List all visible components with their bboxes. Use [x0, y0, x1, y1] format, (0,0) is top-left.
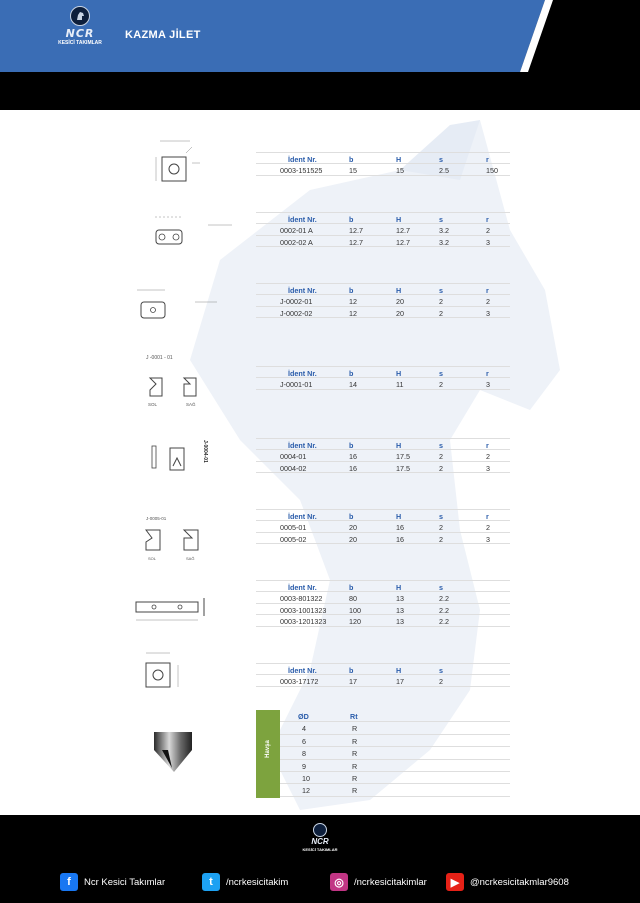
havsa-cell: R [352, 786, 358, 796]
product-table [256, 366, 510, 390]
d4-left-label: SOL [148, 402, 158, 407]
page-title: KAZMA JİLET [125, 29, 201, 41]
table-cell: 17.5 [396, 451, 410, 461]
table-header-cell: H [396, 583, 402, 592]
table-header-cell: b [349, 215, 354, 224]
table-row [256, 533, 510, 545]
havsa-cell: R [352, 749, 358, 759]
table-header-cell: İdent Nr. [288, 155, 317, 164]
logo-subtitle: KESİCİ TAKIMLAR [58, 40, 102, 46]
havsa-row [280, 747, 510, 759]
table-cell: 2 [486, 522, 490, 532]
havsa-cell: 8 [302, 749, 306, 759]
table-cell: 0003-17172 [280, 676, 319, 686]
table-cell: 15 [396, 165, 404, 175]
footer-logo-subtitle: KESİCİ TAKIMLAR [302, 847, 338, 852]
table-cell: 2 [439, 534, 443, 544]
table-header-cell: İdent Nr. [288, 369, 317, 378]
table-header-cell: s [439, 666, 443, 675]
social-link-youtube[interactable] [446, 873, 569, 891]
table-cell: 2 [486, 451, 490, 461]
table-cell: 20 [349, 534, 357, 544]
table-cell: 14 [349, 379, 357, 389]
havsa-row [280, 784, 510, 796]
product-table [256, 580, 510, 627]
d6-right-label: SAĞ [186, 556, 195, 561]
table-cell: 15 [349, 165, 357, 175]
table-header-cell: b [349, 155, 354, 164]
table-cell: 2 [486, 296, 490, 306]
table-header-row [256, 366, 510, 378]
d5-part-label: J-0004-01 [202, 440, 208, 463]
table-header-cell: r [486, 215, 489, 224]
table-cell: 3 [486, 463, 490, 473]
table-cell: 11 [396, 379, 404, 389]
table-header-row [256, 580, 510, 592]
table-header-row [256, 152, 510, 164]
table-cell: 100 [349, 605, 361, 615]
table-cell: 16 [396, 534, 404, 544]
table-cell: 150 [486, 165, 498, 175]
table-cell: 80 [349, 593, 357, 603]
d4-right-label: SAĞ [186, 402, 196, 407]
table-cell: 16 [349, 463, 357, 473]
table-header-row [256, 438, 510, 450]
countersink-tool-image [148, 728, 198, 776]
drawing-0004 [140, 430, 220, 485]
table-cell: 3 [486, 534, 490, 544]
table-cell: 120 [349, 617, 361, 627]
table-header-cell: r [486, 512, 489, 521]
havsa-cell: R [352, 724, 358, 734]
table-cell: 0003-1001323 [280, 605, 327, 615]
table-cell: J-0002-01 [280, 296, 313, 306]
footer-ncr-logo [300, 823, 340, 852]
table-cell: 20 [349, 522, 357, 532]
table-cell: 12 [349, 308, 357, 318]
havsa-side-label: Havşa [265, 740, 271, 758]
table-cell: 2 [439, 676, 443, 686]
table-cell: 2 [439, 451, 443, 461]
table-header-row [256, 663, 510, 675]
table-cell: 0002-01 A [280, 225, 313, 235]
table-cell: 3.2 [439, 225, 449, 235]
havsa-cell: 6 [302, 736, 306, 746]
table-row [256, 592, 510, 604]
table-row [256, 604, 510, 616]
drawing-0002 [150, 205, 240, 250]
havsa-cell: R [352, 774, 358, 783]
table-cell: 2.2 [439, 605, 449, 615]
table-cell: 17.5 [396, 463, 410, 473]
table-header-cell: r [486, 155, 489, 164]
havsa-cell: 12 [302, 786, 310, 796]
social-link-facebook[interactable] [60, 873, 165, 891]
table-cell: 2 [439, 522, 443, 532]
table-cell: J-0002-02 [280, 308, 313, 318]
product-table [256, 212, 510, 247]
instagram-icon: ◎ [330, 873, 348, 891]
social-handle: /ncrkesicitakim [226, 876, 289, 888]
table-cell: J-0001-01 [280, 379, 313, 389]
table-header-cell: H [396, 286, 402, 295]
table-header-cell: İdent Nr. [288, 286, 317, 295]
table-cell: 17 [349, 676, 357, 686]
table-header-cell: s [439, 286, 443, 295]
table-cell: 0004-02 [280, 463, 307, 473]
table-header-cell: r [486, 441, 489, 450]
ncr-logo [52, 6, 108, 58]
footer-logo-mark: NCR [311, 837, 329, 846]
product-table [256, 509, 510, 544]
table-header-cell: r [486, 286, 489, 295]
page-header [0, 0, 640, 110]
drawing-0003-151525 [130, 135, 220, 190]
table-cell: 3 [486, 308, 490, 318]
havsa-col-rt: Rt [350, 712, 358, 721]
table-cell: 3 [486, 379, 490, 389]
table-header-cell: İdent Nr. [288, 215, 317, 224]
horse-head-icon [70, 6, 90, 26]
table-cell: 2 [439, 379, 443, 389]
table-header-cell: İdent Nr. [288, 512, 317, 521]
table-row [256, 236, 510, 248]
havsa-cell: 4 [302, 724, 306, 734]
table-header-cell: b [349, 286, 354, 295]
table-cell: 2 [486, 225, 490, 235]
footer-horse-head-icon [313, 823, 327, 837]
havsa-header-row [280, 710, 510, 722]
d6-part-label: J-0005-01 [146, 516, 167, 521]
table-cell: 12.7 [396, 225, 410, 235]
table-header-cell: İdent Nr. [288, 666, 317, 675]
table-row [256, 450, 510, 462]
table-header-cell: b [349, 512, 354, 521]
table-header-cell: H [396, 155, 402, 164]
table-cell: 0003-801322 [280, 593, 323, 603]
table-header-cell: r [486, 369, 489, 378]
youtube-icon: ▶ [446, 873, 464, 891]
table-cell: 0005-01 [280, 522, 307, 532]
logo-mark: NCR [65, 27, 95, 40]
table-header-cell: H [396, 666, 402, 675]
table-cell: 2.2 [439, 593, 449, 603]
table-row [256, 224, 510, 236]
havsa-col-od: ØD [298, 712, 309, 721]
table-cell: 12.7 [396, 237, 410, 247]
table-cell: 0004-01 [280, 451, 307, 461]
havsa-row [280, 760, 510, 772]
drawing-0005 [140, 510, 220, 565]
havsa-cell: R [352, 761, 358, 771]
table-header-cell: H [396, 441, 402, 450]
table-cell: 12.7 [349, 237, 363, 247]
table-header-row [256, 212, 510, 224]
table-cell: 12 [349, 296, 357, 306]
table-cell: 13 [396, 593, 404, 603]
table-row [256, 615, 510, 627]
twitter-icon: t [202, 873, 220, 891]
table-header-cell: s [439, 369, 443, 378]
table-header-cell: H [396, 369, 402, 378]
table-header-cell: s [439, 441, 443, 450]
havsa-row [280, 722, 510, 734]
table-cell: 16 [396, 522, 404, 532]
table-header-row [256, 509, 510, 521]
havsa-cell: 10 [302, 774, 310, 783]
social-handle: @ncrkesicitakmlar9608 [470, 876, 569, 888]
table-cell: 0003-1201323 [280, 617, 327, 627]
havsa-cell: 9 [302, 761, 306, 771]
table-cell: 2 [439, 296, 443, 306]
table-row [256, 675, 510, 687]
table-header-cell: b [349, 666, 354, 675]
social-link-twitter[interactable] [202, 873, 288, 891]
product-table [256, 283, 510, 318]
table-cell: 16 [349, 451, 357, 461]
havsa-cell: R [352, 736, 358, 746]
product-table [256, 663, 510, 687]
table-cell: 20 [396, 308, 404, 318]
table-header-cell: b [349, 441, 354, 450]
table-cell: 20 [396, 296, 404, 306]
table-header-cell: s [439, 215, 443, 224]
table-row [256, 521, 510, 533]
table-row [256, 295, 510, 307]
social-handle: Ncr Kesici Takımlar [84, 876, 166, 888]
facebook-icon: f [60, 873, 78, 891]
table-header-cell: s [439, 583, 443, 592]
table-cell: 0003-151525 [280, 165, 323, 175]
drawing-0003-17172 [130, 645, 210, 700]
table-header-row [256, 283, 510, 295]
table-cell: 3 [486, 237, 490, 247]
table-header-cell: H [396, 215, 402, 224]
table-header-cell: İdent Nr. [288, 441, 317, 450]
table-header-cell: H [396, 512, 402, 521]
table-cell: 2.5 [439, 165, 449, 175]
table-cell: 3.2 [439, 237, 449, 247]
table-cell: 13 [396, 617, 404, 627]
product-table [256, 152, 510, 176]
table-cell: 0002-02 A [280, 237, 313, 247]
table-cell: 2 [439, 463, 443, 473]
page-footer [0, 815, 640, 903]
table-cell: 2.2 [439, 617, 449, 627]
table-cell: 12.7 [349, 225, 363, 235]
drawing-j-0002 [135, 280, 225, 325]
havsa-side-band [256, 710, 280, 798]
table-row [256, 378, 510, 390]
d6-left-label: SOL [148, 556, 157, 561]
social-link-instagram[interactable] [330, 873, 427, 891]
table-cell: 2 [439, 308, 443, 318]
table-cell: 0005-02 [280, 534, 307, 544]
table-header-cell: b [349, 369, 354, 378]
social-handle: /ncrkesicitakimlar [354, 876, 427, 888]
table-cell: 17 [396, 676, 404, 686]
table-header-cell: s [439, 512, 443, 521]
d4-part-label: J -0001 - 01 [146, 355, 173, 361]
product-table [256, 438, 510, 473]
drawing-j-0001 [140, 348, 220, 410]
table-row [256, 164, 510, 176]
table-cell: 13 [396, 605, 404, 615]
drawing-0003-strip [128, 590, 218, 630]
table-header-cell: İdent Nr. [288, 583, 317, 592]
table-header-cell: b [349, 583, 354, 592]
havsa-row [280, 772, 510, 784]
table-row [256, 462, 510, 474]
table-header-cell: s [439, 155, 443, 164]
havsa-row [280, 735, 510, 747]
table-row [256, 307, 510, 319]
